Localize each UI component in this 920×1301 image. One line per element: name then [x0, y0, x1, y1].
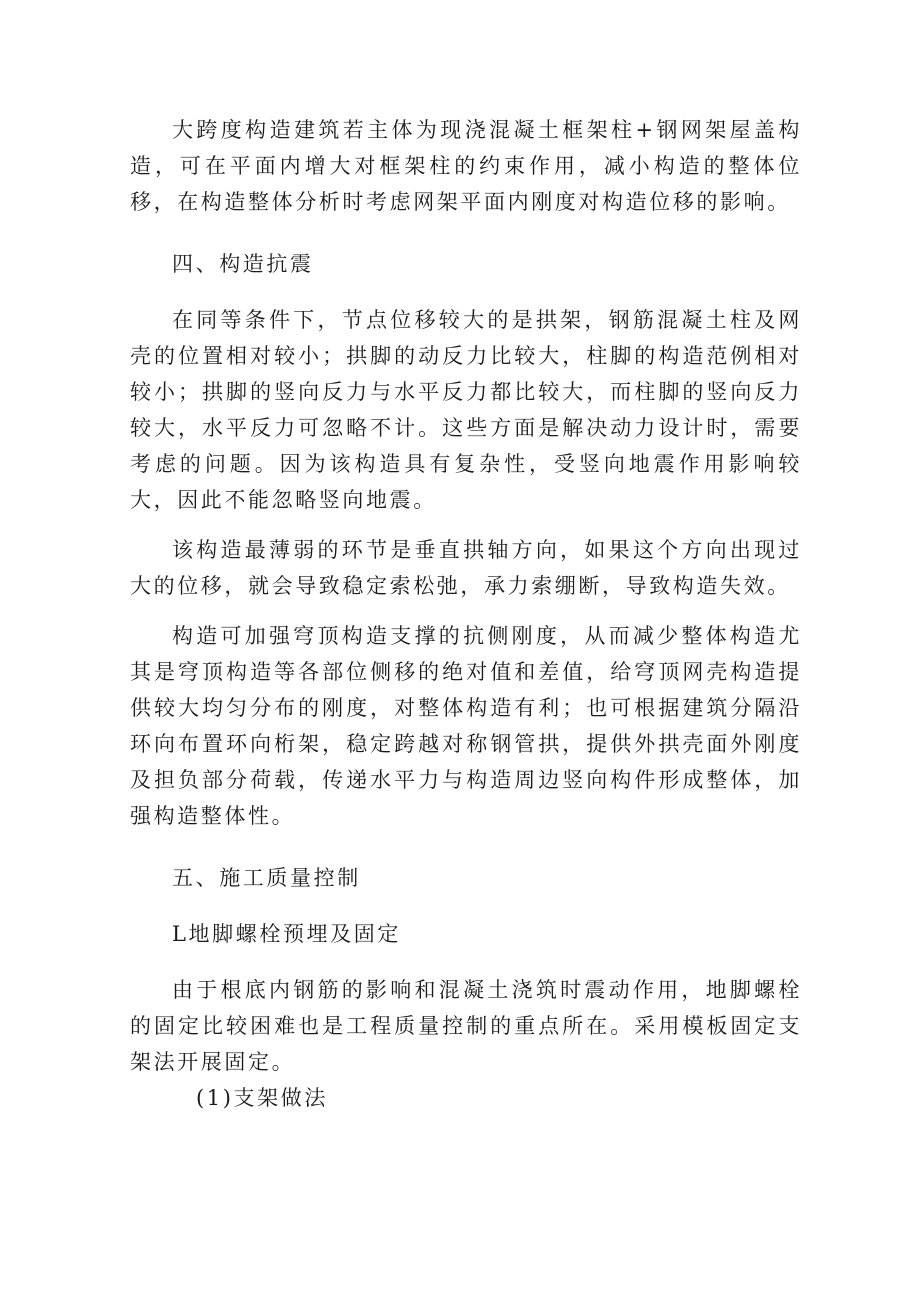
paragraph-dome-stiffness: 构造可加强穹顶构造支撑的抗侧刚度，从而减少整体构造尤其是穹顶构造等各部位侧移的绝对值和差值，给穹顶网壳构造提供较大均匀分布的刚度，对整体构造有利；也可根据建筑分隔沿环向布置环向桁架，稳定跨越对称钢管拱，提供外拱壳面外刚度及担负部分荷载，传递水平力与构造周边竖向构件形成整体，加强构造整体性。 — [130, 624, 802, 828]
section-heading-quality-control: 五、施工质量控制 — [172, 866, 361, 890]
paragraph-anchor-bolt-fixing: 由于根底内钢筋的影响和混凝土浇筑时震动作用，地脚螺栓的固定比较困难也是工程质量控制的重点所在。采用模板固定支架法开展固定。 — [130, 978, 802, 1074]
paragraph-truss-roof: 大跨度构造建筑若主体为现浇混凝土框架柱+钢网架屋盖构造，可在平面内增大对框架柱的约束作用，减小构造的整体位移，在构造整体分析时考虑网架平面内刚度对构造位移的影响。 — [130, 118, 802, 214]
subsection-heading-anchor-bolts: L地脚螺栓预埋及固定 — [172, 922, 401, 946]
section-heading-seismic: 四、构造抗震 — [172, 252, 314, 276]
paragraph-seismic-response: 在同等条件下，节点位移较大的是拱架，钢筋混凝土柱及网壳的位置相对较小；拱脚的动反力比较大，柱脚的构造范例相对较小；拱脚的竖向反力与水平反力都比较大，而柱脚的竖向反力较大，水平反力可忽略不计。这些方面是解决动力设计时，需要考虑的问题。因为该构造具有复杂性，受竖向地震作用影响较大，因此不能忽略竖向地震。 — [130, 308, 802, 512]
paragraph-weak-link: 该构造最薄弱的环节是垂直拱轴方向，如果这个方向出现过大的位移，就会导致稳定索松弛，承力索绷断，导致构造失效。 — [130, 538, 802, 598]
subsubsection-heading-support-method: (1)支架做法 — [196, 1086, 328, 1110]
